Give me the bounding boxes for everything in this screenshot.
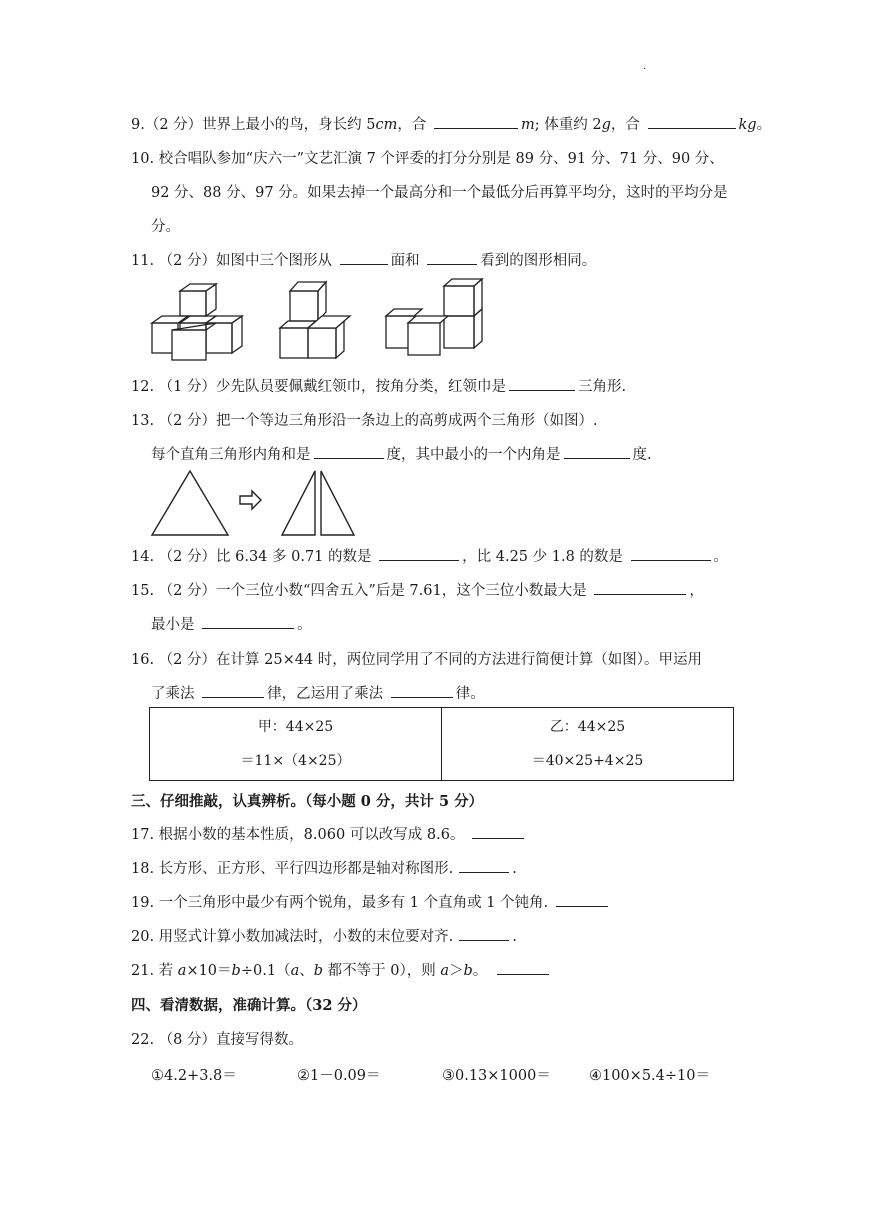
cube-figure-2	[280, 282, 350, 358]
question-18	[131, 857, 517, 878]
jia-line1: 甲：44×25	[257, 719, 334, 735]
question-16-line1: 16. （2 分）在计算 25×44 时，两位同学用了不同的方法进行简便计算（如图）。甲运用	[131, 652, 703, 668]
q22-item-4: ④100×5.4÷10＝	[589, 1068, 710, 1084]
question-17	[131, 823, 527, 844]
question-19	[131, 891, 611, 912]
q16-mid: 律，乙运用了乘法	[267, 686, 388, 702]
question-16-line2	[151, 682, 485, 703]
q14-end: 。	[713, 549, 729, 565]
question-12	[131, 375, 626, 396]
q21-a1: a	[177, 963, 187, 979]
yi-method-cell	[442, 708, 734, 781]
q9-blank-2[interactable]	[648, 114, 736, 129]
q16-end: 律。	[455, 686, 485, 702]
q20-blank[interactable]	[459, 926, 509, 941]
yi-line2: ＝40×25+4×25	[531, 753, 644, 769]
q14-blank-2[interactable]	[631, 546, 711, 561]
q9-text3: ; 体重约 2	[534, 117, 602, 133]
cube-figure-3	[386, 279, 482, 355]
q13-mid: 度，其中最小的一个内角是	[386, 447, 561, 463]
question-11	[131, 249, 596, 270]
question-14	[131, 545, 728, 566]
q16-blank-1[interactable]	[202, 683, 264, 698]
q21-t5: 都不等于 0），则	[323, 963, 441, 979]
q21-t4: 、	[299, 963, 314, 979]
q21-a3: a	[440, 963, 449, 979]
question-9	[131, 113, 771, 134]
right-triangle-left	[282, 471, 315, 535]
arrow-right-icon	[240, 491, 261, 509]
q22-item-1: ①4.2+3.8＝	[151, 1068, 237, 1084]
q21-b1: b	[231, 963, 241, 979]
q21-t1: 21. 若	[131, 963, 178, 979]
jia-method-cell	[150, 708, 442, 781]
equilateral-triangle	[152, 471, 228, 535]
q9-blank-1[interactable]	[434, 114, 518, 129]
right-triangle-right	[321, 471, 354, 535]
q9-unit-cm: cm	[375, 117, 398, 133]
q9-text4: ，合	[610, 117, 645, 133]
q21-b2: b	[313, 963, 324, 979]
question-10-line3: 分。	[151, 219, 180, 235]
q17-blank[interactable]	[472, 824, 524, 839]
q21-b3: b	[463, 963, 473, 979]
q21-t6: ＞	[448, 963, 464, 979]
q11-mid: 面和	[390, 253, 425, 269]
q21-a2: a	[290, 963, 300, 979]
q13-blank-1[interactable]	[314, 444, 384, 459]
q22-item-2: ②1－0.09＝	[297, 1068, 381, 1084]
q14-mid: ，比 4.25 少 1.8 的数是	[462, 549, 628, 565]
q9-text: 9.（2 分）世界上最小的鸟，身长约 5	[131, 117, 376, 133]
cube-figure-1	[152, 284, 242, 360]
q11-blank-2[interactable]	[427, 250, 477, 265]
q21-t7: 。	[472, 963, 488, 979]
question-22-title: 22. （8 分）直接写得数。	[131, 1032, 304, 1048]
q12-end: 三角形.	[578, 379, 627, 395]
q21-blank[interactable]	[497, 960, 549, 975]
question-15-line2	[151, 613, 312, 634]
q16-blank-2[interactable]	[391, 683, 453, 698]
q12-text: 12. （1 分）少先队员要佩戴红领巾，按角分类，红领巾是	[131, 379, 507, 395]
cube-figures	[148, 278, 498, 364]
question-13-line2	[151, 443, 652, 464]
triangle-cut-figure	[148, 468, 358, 538]
section-3-heading: 三、仔细推敲，认真辨析。（每小题 0 分，共计 5 分）	[131, 793, 484, 810]
q21-t3: ÷0.1（	[240, 963, 291, 979]
q18-end: .	[512, 861, 517, 877]
q19-text: 19. 一个三角形中最少有两个锐角，最多有 1 个直角或 1 个钝角.	[131, 895, 549, 911]
q15-blank-2[interactable]	[202, 614, 294, 629]
question-20	[131, 925, 517, 946]
q14-text: 14. （2 分）比 6.34 多 0.71 的数是	[131, 549, 377, 565]
q13-end: 度.	[632, 447, 652, 463]
yi-line1: 乙：44×25	[549, 719, 626, 735]
q15-text2: 最小是	[151, 617, 200, 633]
q20-end: .	[512, 929, 517, 945]
q9-end: 。	[756, 117, 772, 133]
q18-blank[interactable]	[459, 858, 509, 873]
q9-unit-m: m	[521, 117, 535, 133]
q15-text: 15. （2 分）一个三位小数“四舍五入”后是 7.61，这个三位小数最大是	[131, 583, 592, 599]
q11-text: 11. （2 分）如图中三个图形从	[131, 253, 337, 269]
q18-text: 18. 长方形、正方形、平行四边形都是轴对称图形.	[131, 861, 454, 877]
q9-unit-kg: kg	[738, 117, 757, 133]
jia-line2: ＝11×（4×25）	[240, 753, 351, 769]
q13-text: 每个直角三角形内角和是	[151, 447, 311, 463]
q16-text: 了乘法	[151, 686, 200, 702]
question-15-line1	[131, 579, 704, 600]
q21-t2: ×10＝	[186, 963, 232, 979]
q17-text: 17. 根据小数的基本性质，8.060 可以改写成 8.6。	[131, 827, 465, 843]
q9-text2: ，合	[397, 117, 431, 133]
section-4-heading: 四、看清数据，准确计算。（32 分）	[131, 997, 367, 1014]
q20-text: 20. 用竖式计算小数加减法时，小数的末位要对齐.	[131, 929, 454, 945]
calculation-table	[149, 707, 734, 781]
q15-blank-1[interactable]	[594, 580, 686, 595]
q22-item-3: ③0.13×1000＝	[442, 1068, 551, 1084]
q9-unit-g: g	[601, 117, 611, 133]
q14-blank-1[interactable]	[379, 546, 459, 561]
question-13-line1: 13. （2 分）把一个等边三角形沿一条边上的高剪成两个三角形（如图）.	[131, 413, 598, 429]
question-10-line1: 10. 校合唱队参加“庆六一”文艺汇演 7 个评委的打分分别是 89 分、91 分、71 分、90 分、	[131, 151, 724, 167]
q11-end: 看到的图形相同。	[480, 253, 597, 269]
q11-blank-1[interactable]	[340, 250, 388, 265]
question-10-line2: 92 分、88 分、97 分。如果去掉一个最高分和一个最低分后再算平均分，这时的平均分是	[151, 185, 728, 201]
q15-end1: ，	[689, 583, 704, 599]
q15-end2: 。	[297, 617, 312, 633]
question-21	[131, 959, 552, 980]
header-dot: ·	[643, 64, 647, 75]
q19-blank[interactable]	[556, 892, 608, 907]
q12-blank[interactable]	[509, 376, 575, 391]
q13-blank-2[interactable]	[564, 444, 630, 459]
